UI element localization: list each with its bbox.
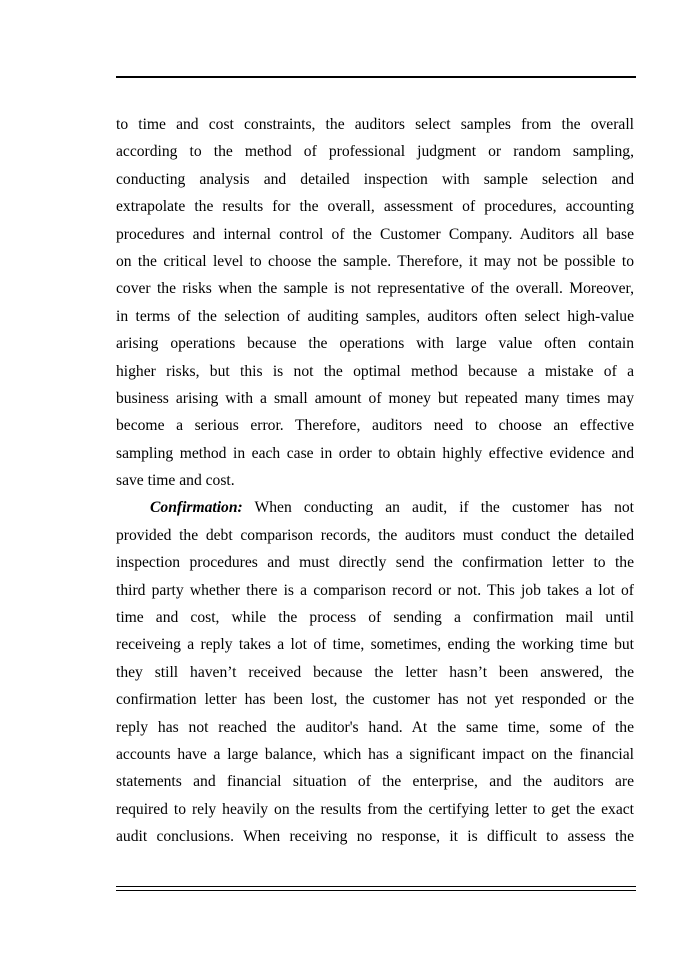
text-line: become a serious error. Therefore, auditors need to choose an effective <box>116 417 634 435</box>
text-line: provided the debt comparison records, the auditors must conduct the detailed <box>116 526 634 544</box>
text-line-rest: When conducting an audit, if the customer has not <box>242 499 634 517</box>
footer-rule <box>116 886 636 891</box>
paragraph-2 <box>116 494 634 850</box>
text-line: audit conclusions. When receiving no response, it is difficult to assess the <box>116 828 634 846</box>
text-line: business arising with a small amount of money but repeated many times may <box>116 389 634 407</box>
text-line: sampling method in each case in order to obtain highly effective evidence and <box>116 444 634 462</box>
text-line: confirmation letter has been lost, the customer has not yet responded or the <box>116 691 634 709</box>
text-line: time and cost, while the process of sending a confirmation mail until <box>116 609 634 627</box>
text-line: procedures and internal control of the Customer Company. Auditors all base <box>116 225 634 243</box>
text-line: save time and cost. <box>116 472 235 490</box>
text-line: higher risks, but this is not the optimal method because a mistake of a <box>116 362 634 380</box>
header-rule <box>116 76 636 78</box>
text-line: according to the method of professional judgment or random sampling, <box>116 143 634 161</box>
text-line: conducting analysis and detailed inspection with sample selection and <box>116 170 634 188</box>
text-line: extrapolate the results for the overall, assessment of procedures, accounting <box>116 198 634 216</box>
text-line: to time and cost constraints, the auditors select samples from the overall <box>116 116 634 133</box>
text-line: required to rely heavily on the results from the certifying letter to get the exact <box>116 800 634 818</box>
body-text <box>116 111 634 851</box>
text-line: in terms of the selection of auditing samples, auditors often select high-value <box>116 307 634 325</box>
text-line: on the critical level to choose the sample. Therefore, it may not be possible to <box>116 252 634 270</box>
text-line: accounts have a large balance, which has a significant impact on the financial <box>116 745 634 763</box>
text-line: cover the risks when the sample is not representative of the overall. Moreover, <box>116 280 634 298</box>
text-line <box>116 494 634 521</box>
text-line: inspection procedures and must directly send the confirmation letter to the <box>116 554 634 572</box>
text-line: they still haven’t received because the letter hasn’t been answered, the <box>116 663 634 681</box>
text-line: reply has not reached the auditor's hand. At the same time, some of the <box>116 718 634 736</box>
text-line: receiveing a reply takes a lot of time, sometimes, ending the working time but <box>116 636 634 654</box>
text-line: statements and financial situation of the enterprise, and the auditors are <box>116 773 634 791</box>
text-line: third party whether there is a comparison record or not. This job takes a lot of <box>116 581 634 599</box>
text-line: arising operations because the operations with large value often contain <box>116 335 634 353</box>
paragraph-1 <box>116 111 634 494</box>
section-term: Confirmation: <box>150 499 243 517</box>
